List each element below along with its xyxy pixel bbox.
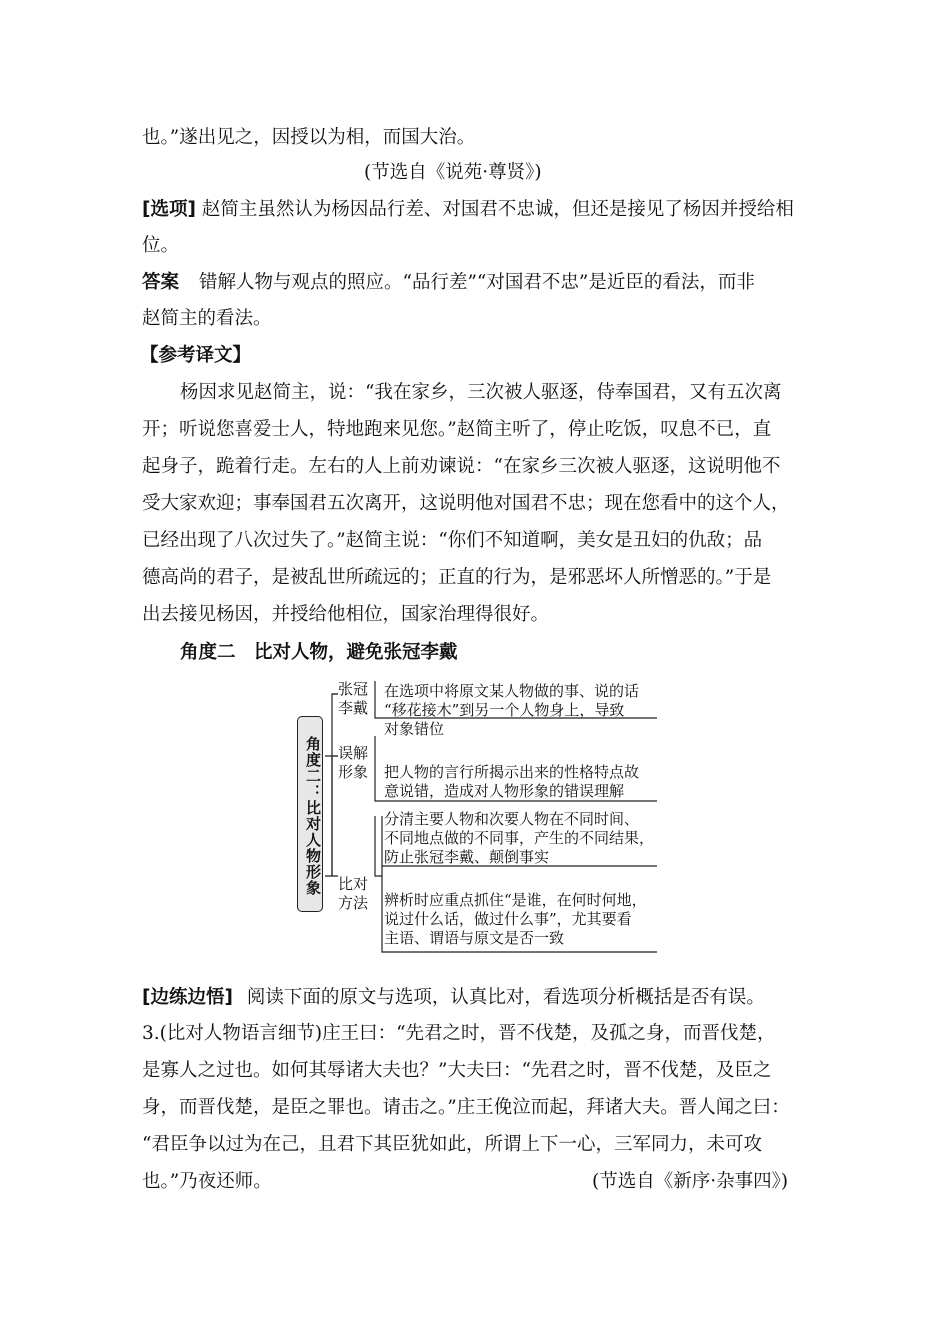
practice-line: 3.(比对人物语言细节)庄王曰：“先君之时，晋不伐楚，及孤之身，而晋伐楚， [142, 1023, 776, 1044]
translation-line: 出去接见杨因，并授给他相位，国家治理得很好。 [142, 604, 550, 625]
practice-tag: [边练边悟] [142, 987, 233, 1008]
option-text: 赵简主虽然认为杨因品行差、对国君不忠诚，但还是接见了杨因并授给相 [201, 199, 794, 220]
branch-text: 把人物的言行所揭示出来的性格特点故 [384, 763, 640, 781]
branch-text: 分清主要人物和次要人物在不同时间、 [384, 810, 640, 828]
concept-diagram [292, 676, 662, 958]
branch-text: 主语、谓语与原文是否一致 [384, 929, 565, 947]
answer-line [142, 271, 755, 295]
translation-heading: 【参考译文】 [140, 345, 252, 366]
answer-tag: 答案 [142, 272, 180, 293]
branch-text: 不同地点做的不同事，产生的不同结果， [384, 829, 655, 847]
branch-text: 防止张冠李戴、颠倒事实 [384, 848, 550, 866]
branch-text: 对象错位 [384, 720, 445, 738]
translation-line: 已经出现了八次过失了。”赵简主说：“你们不知道啊，美女是丑妇的仇敌；品 [142, 530, 763, 551]
translation-line: 开；听说您喜爱士人，特地跑来见您。”赵简主听了，停止吃饭，叹息不已，直 [142, 419, 772, 440]
branch-label: 张冠 [338, 680, 369, 698]
branch-label: 形象 [338, 763, 369, 781]
option-tag: [选项] [142, 199, 196, 220]
branch-text: 说过什么话，做过什么事”，尤其要看 [384, 910, 632, 928]
answer-text: 错解人物与观点的照应。“品行差”“对国君不忠”是近臣的看法，而非 [199, 272, 755, 293]
option-line [142, 198, 794, 222]
translation-line: 起身子，跪着行走。左右的人上前劝谏说：“在家乡三次被人驱逐，这说明他不 [142, 456, 781, 477]
branch-text: 辨析时应重点抓住“是谁，在何时何地， [384, 891, 647, 909]
branch-text: “移花接木”到另一个人物身上，导致 [384, 701, 625, 719]
branch-label: 方法 [338, 894, 369, 912]
practice-line: 也。”乃夜还师。 [142, 1171, 272, 1192]
practice-line: 身，而晋伐楚，是臣之罪也。请击之。”庄王俛泣而起，拜诸大夫。晋人闻之曰： [142, 1097, 790, 1118]
translation-line: 受大家欢迎；事奉国君五次离开，这说明他对国君不忠；现在您看中的这个人， [142, 493, 790, 514]
branch-text: 意说错，造成对人物形象的错误理解 [384, 782, 625, 800]
translation-line: 杨因求见赵简主，说：“我在家乡，三次被人驱逐，侍奉国君，又有五次离 [180, 382, 782, 403]
practice-intro: 阅读下面的原文与选项，认真比对，看选项分析概括是否有误。 [246, 987, 765, 1008]
answer-line-2: 赵简主的看法。 [142, 308, 272, 329]
section-heading: 角度二 比对人物，避免张冠李戴 [180, 642, 458, 663]
source-citation: (节选自《说苑·尊贤》) [364, 162, 542, 183]
branch-label: 比对 [338, 875, 369, 893]
practice-line: 是寡人之过也。如何其辱诸大夫也？”大夫曰：“先君之时，晋不伐楚，及臣之 [142, 1060, 772, 1081]
translation-line: 德高尚的君子，是被乱世所疏远的；正直的行为，是邪恶坏人所憎恶的。”于是 [142, 567, 772, 588]
source-citation: (节选自《新序·杂事四》) [592, 1171, 789, 1192]
branch-label: 误解 [338, 744, 369, 762]
diagram-root-label: 角度二：比对人物形象 [297, 716, 323, 912]
practice-line: “君臣争以过为在己，且君下其臣犹如此，所谓上下一心，三军同力，未可攻 [142, 1134, 762, 1155]
option-line-2: 位。 [142, 235, 180, 256]
practice-intro-line [142, 986, 765, 1010]
branch-text: 在选项中将原文某人物做的事、说的话 [384, 682, 640, 700]
branch-label: 李戴 [338, 699, 369, 717]
passage-line: 也。”遂出见之，因授以为相，而国大治。 [142, 127, 476, 148]
